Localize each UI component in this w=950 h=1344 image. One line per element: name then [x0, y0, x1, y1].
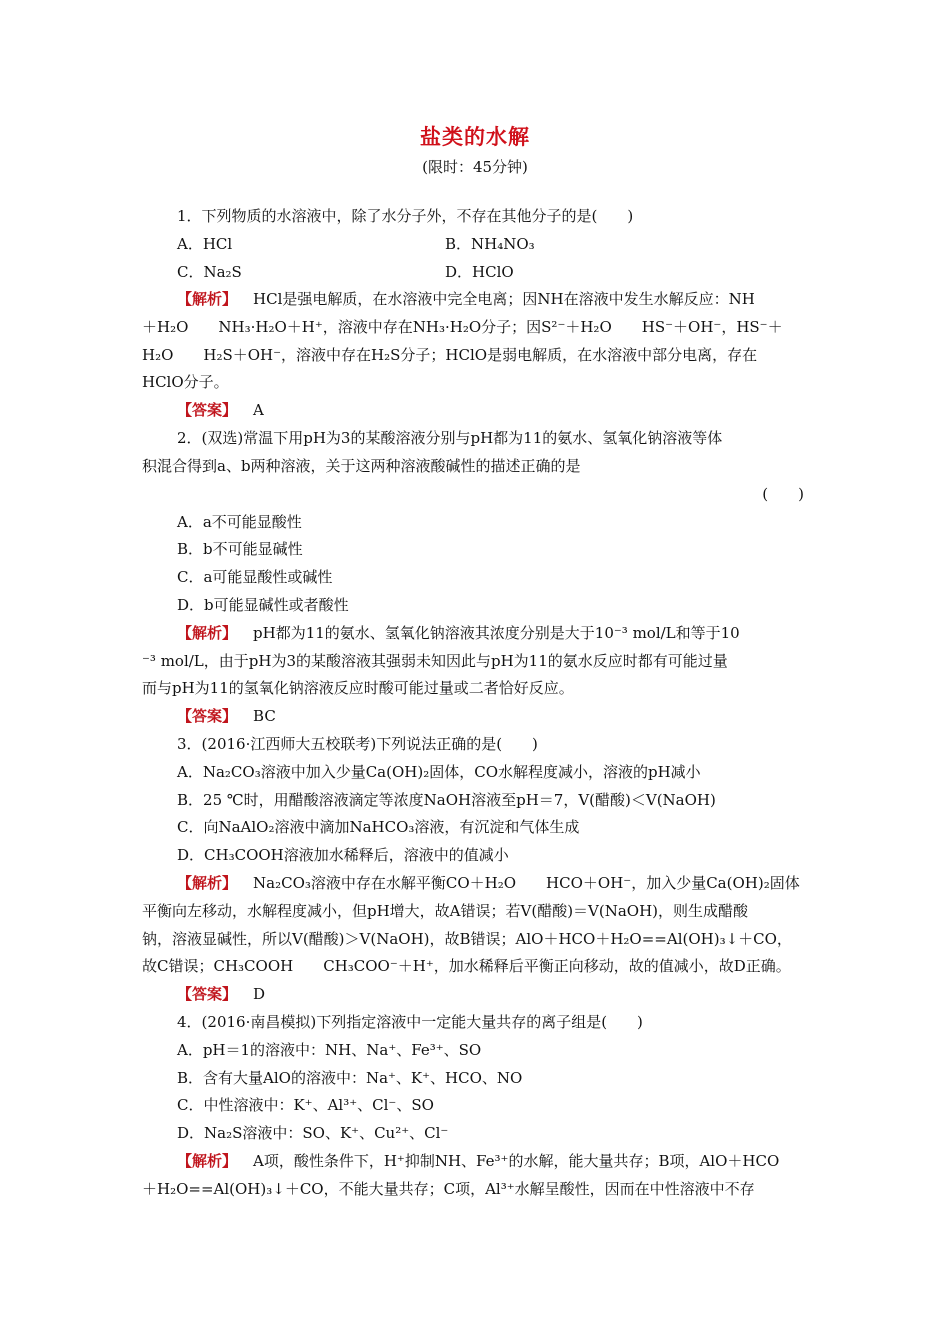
q4-option-a: A．pH＝1的溶液中：NH、Na⁺、Fe³⁺、SO [177, 1041, 482, 1059]
analysis-tag: 【解析】 [177, 290, 238, 308]
q2-option-d: D．b可能显碱性或者酸性 [177, 596, 349, 614]
q1-analysis-line-3: H₂O H₂S＋OH⁻，溶液中存在H₂S分子；HClO是弱电解质，在水溶液中部分电离，存在 [142, 346, 758, 364]
q1-option-b: B．NH₄NO₃ [445, 235, 535, 253]
q1-option-d: D．HClO [445, 263, 514, 281]
q3-answer [177, 984, 265, 1004]
q2-analysis-line-2: ⁻³ mol/L，由于pH为3的某酸溶液其强弱未知因此与pH为11的氨水反应时都有可能过量 [142, 652, 728, 670]
q1-stem: 1．下列物质的水溶液中，除了水分子外，不存在其他分子的是( ) [177, 207, 634, 225]
q4-option-b: B．含有大量AlO的溶液中：Na⁺、K⁺、HCO、NO [177, 1069, 523, 1087]
q2-option-a: A．a不可能显酸性 [177, 513, 302, 531]
page-title: 盐类的水解 [420, 124, 530, 149]
q3-option-c: C．向NaAlO₂溶液中滴加NaHCO₃溶液，有沉淀和气体生成 [177, 818, 580, 836]
answer-value: D [253, 985, 266, 1003]
q2-stem-line-1: 2．(双选)常温下用pH为3的某酸溶液分别与pH都为11的氨水、氢氧化钠溶液等体 [177, 429, 723, 447]
answer-tag: 【答案】 [177, 707, 238, 725]
time-limit: (限时：45分钟) [422, 158, 528, 176]
q2-analysis-line-1 [177, 623, 740, 643]
q2-answer-blank: ( ) [762, 485, 804, 503]
analysis-text: Na₂CO₃溶液中存在水解平衡CO＋H₂O HCO＋OH⁻，加入少量Ca(OH)₂固体 [253, 874, 800, 892]
q1-option-a: A．HCl [177, 235, 233, 253]
q3-option-b: B．25 ℃时，用醋酸溶液滴定等浓度NaOH溶液至pH＝7，V(醋酸)＜V(NaOH) [177, 791, 716, 809]
q1-option-c: C．Na₂S [177, 263, 242, 281]
q2-stem-line-2: 积混合得到a、b两种溶液，关于这两种溶液酸碱性的描述正确的是 [142, 457, 581, 475]
analysis-tag: 【解析】 [177, 624, 238, 642]
answer-tag: 【答案】 [177, 401, 238, 419]
answer-tag: 【答案】 [177, 985, 238, 1003]
q4-analysis-line-1 [177, 1151, 779, 1171]
q2-analysis-line-3: 而与pH为11的氢氧化钠溶液反应时酸可能过量或二者恰好反应。 [142, 679, 574, 697]
q1-answer [177, 400, 264, 420]
q4-stem: 4．(2016·南昌模拟)下列指定溶液中一定能大量共存的离子组是( ) [177, 1013, 643, 1031]
q1-analysis-line-1 [177, 289, 755, 309]
answer-value: A [253, 401, 264, 419]
q3-analysis-line-3: 钠，溶液显碱性，所以V(醋酸)＞V(NaOH)，故B错误；AlO＋HCO＋H₂O==Al(OH)₃↓＋CO， [142, 930, 792, 948]
analysis-tag: 【解析】 [177, 1152, 238, 1170]
q4-option-d: D．Na₂S溶液中：SO、K⁺、Cu²⁺、Cl⁻ [177, 1124, 449, 1142]
analysis-text: pH都为11的氨水、氢氧化钠溶液其浓度分别是大于10⁻³ mol/L和等于10 [253, 624, 740, 642]
q3-stem: 3．(2016·江西师大五校联考)下列说法正确的是( ) [177, 735, 538, 753]
q3-analysis-line-2: 平衡向左移动，水解程度减小，但pH增大，故A错误；若V(醋酸)＝V(NaOH)，则生成醋酸 [142, 902, 749, 920]
q3-option-d: D．CH₃COOH溶液加水稀释后，溶液中的值减小 [177, 846, 509, 864]
q3-analysis-line-1 [177, 873, 800, 893]
analysis-tag: 【解析】 [177, 874, 238, 892]
q2-option-b: B．b不可能显碱性 [177, 540, 303, 558]
q2-option-c: C．a可能显酸性或碱性 [177, 568, 333, 586]
q2-answer [177, 706, 276, 726]
answer-value: BC [253, 707, 276, 725]
q3-option-a: A．Na₂CO₃溶液中加入少量Ca(OH)₂固体，CO水解程度减小，溶液的pH减小 [177, 763, 701, 781]
analysis-text: HCl是强电解质，在水溶液中完全电离；因NH在溶液中发生水解反应：NH [253, 290, 755, 308]
q4-analysis-line-2: ＋H₂O==Al(OH)₃↓＋CO，不能大量共存；C项，Al³⁺水解呈酸性，因而在中性溶液中不存 [142, 1180, 755, 1198]
q1-analysis-line-2: ＋H₂O NH₃·H₂O＋H⁺，溶液中存在NH₃·H₂O分子；因S²⁻＋H₂O HS⁻＋OH⁻，HS⁻＋ [142, 318, 783, 336]
q4-option-c: C．中性溶液中：K⁺、Al³⁺、Cl⁻、SO [177, 1096, 434, 1114]
analysis-text: A项，酸性条件下，H⁺抑制NH、Fe³⁺的水解，能大量共存；B项，AlO＋HCO [253, 1152, 780, 1170]
q1-analysis-line-4: HClO分子。 [142, 373, 229, 391]
q3-analysis-line-4: 故C错误；CH₃COOH CH₃COO⁻＋H⁺，加水稀释后平衡正向移动，故的值减小，故D正确。 [142, 957, 791, 975]
